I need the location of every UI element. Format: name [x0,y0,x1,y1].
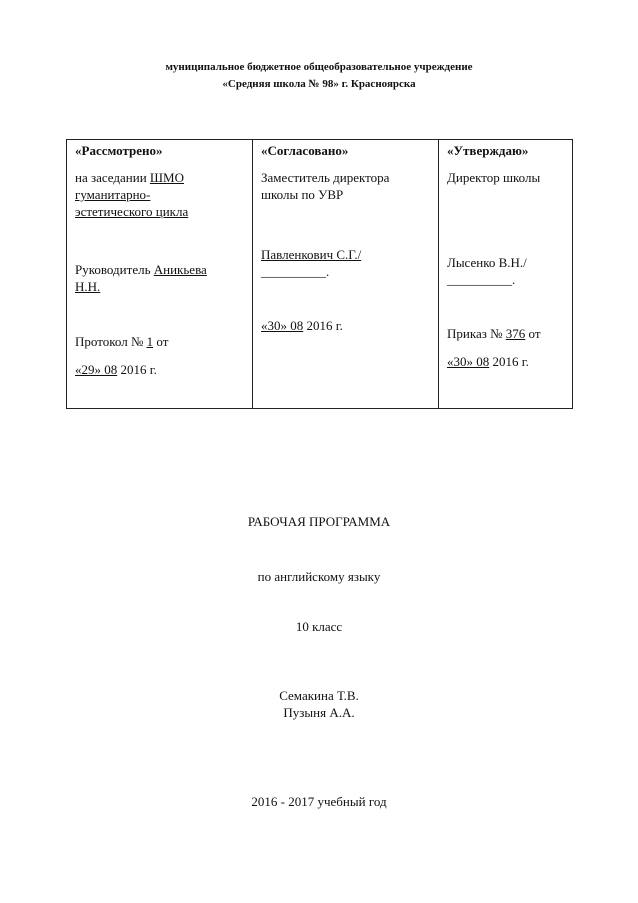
meeting-prefix: на заседании [75,170,150,185]
order-number: 376 [505,326,526,341]
approved-cell [439,140,573,409]
program-subject: по английскому языку [257,569,381,584]
meeting-line-2 [75,187,150,203]
school-type-line: муниципальное бюджетное общеобразовательное учреждение [165,61,473,73]
agreed-position-2: школы по УВР [261,187,344,202]
author-2: Пузыня А.А. [283,705,355,720]
agreed-name-line [261,247,361,263]
approved-position: Директор школы [447,170,541,185]
author-1: Семакина Т.В. [279,688,359,703]
agreed-signature-line: __________. [261,264,330,279]
approved-date-year: 2016 г. [489,354,529,369]
order-line [447,326,541,342]
protocol-line [75,334,168,350]
academic-year: 2016 - 2017 учебный год [251,794,387,809]
approval-table [66,139,573,409]
head-prefix: Руководитель [75,262,154,277]
agreed-title: «Согласовано» [261,143,349,158]
meeting-line-3 [75,204,188,220]
approved-name: Лысенко В.Н./ [447,255,527,270]
protocol-number: 1 [146,334,154,349]
head-line-2 [75,279,100,295]
agreed-cell [253,140,439,409]
program-title: РАБОЧАЯ ПРОГРАММА [247,514,391,529]
agreed-name: Павленкович С.Г./ [261,247,362,262]
school-name-line: «Средняя школа № 98» г. Красноярска [222,78,416,90]
protocol-suffix: от [153,334,169,349]
considered-date-line [75,362,157,378]
meeting-line [75,170,184,186]
approved-signature-line: __________. [447,272,516,287]
agreed-position-1: Заместитель директора [261,170,390,185]
head-name-2: Н.Н. [75,279,101,294]
agreed-date-day: «30» 08 [261,318,304,333]
meeting-value: ШМО [149,170,184,185]
program-grade: 10 класс [295,619,343,634]
head-name-1: Аникьева [153,262,207,277]
approved-date-line [447,354,529,370]
agreed-date-year: 2016 г. [303,318,343,333]
considered-cell [67,140,253,409]
agreed-date-line [261,318,343,334]
meeting-line-3-text: эстетического цикла [75,204,189,219]
order-suffix: от [525,326,541,341]
approved-title: «Утверждаю» [447,143,529,158]
considered-date-year: 2016 г. [117,362,157,377]
protocol-prefix: Протокол № [75,334,147,349]
considered-title: «Рассмотрено» [75,143,163,158]
meeting-line-2-text: гуманитарно- [75,187,151,202]
order-prefix: Приказ № [447,326,506,341]
considered-date-day: «29» 08 [75,362,118,377]
head-line [75,262,207,278]
approved-date-day: «30» 08 [447,354,490,369]
